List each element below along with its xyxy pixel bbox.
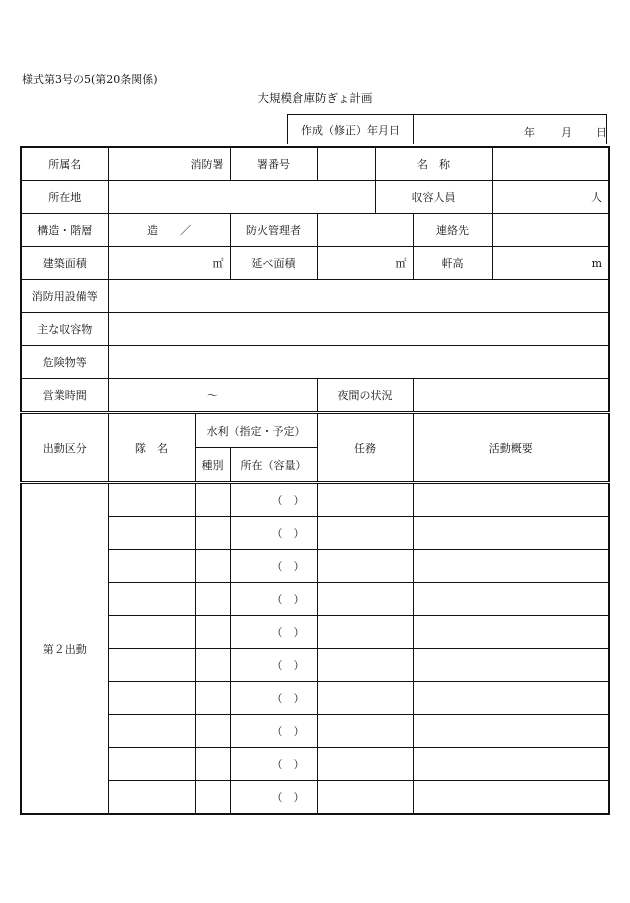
area-unit: ㎡ bbox=[395, 257, 407, 270]
hazardous-materials-field[interactable] bbox=[108, 346, 609, 379]
water-location-field[interactable] bbox=[230, 583, 317, 616]
capacity-parentheses: （ ） bbox=[271, 560, 305, 573]
dispatch-row bbox=[21, 748, 609, 781]
dispatch-row bbox=[21, 781, 609, 815]
eave-height-label: 軒高 bbox=[413, 247, 492, 280]
unit-name-field[interactable] bbox=[108, 682, 195, 715]
duty-field[interactable] bbox=[317, 748, 413, 781]
capacity-parentheses: （ ） bbox=[271, 692, 305, 705]
plan-form-table bbox=[20, 146, 610, 815]
duty-field[interactable] bbox=[317, 715, 413, 748]
fire-station-suffix: 消防署 bbox=[190, 158, 224, 171]
document-title: 大規模倉庫防ぎょ計画 bbox=[257, 91, 373, 105]
day-label: 日 bbox=[596, 126, 607, 139]
business-hours-field[interactable]: ～ bbox=[108, 379, 317, 413]
capacity-parentheses: （ ） bbox=[271, 593, 305, 606]
structure-field[interactable]: 造 ／ bbox=[108, 214, 230, 247]
capacity-field[interactable] bbox=[492, 181, 609, 214]
duty-field[interactable] bbox=[317, 583, 413, 616]
duty-field[interactable] bbox=[317, 483, 413, 517]
unit-name-header: 隊 名 bbox=[108, 413, 195, 483]
water-type-field[interactable] bbox=[195, 616, 230, 649]
activity-summary-field[interactable] bbox=[413, 550, 609, 583]
station-number-label: 署番号 bbox=[230, 147, 317, 181]
year-label: 年 bbox=[524, 126, 535, 139]
row-equipment bbox=[21, 280, 609, 313]
unit-name-field[interactable] bbox=[108, 517, 195, 550]
water-type-field[interactable] bbox=[195, 748, 230, 781]
duty-field[interactable] bbox=[317, 649, 413, 682]
activity-summary-field[interactable] bbox=[413, 483, 609, 517]
fire-equipment-field[interactable] bbox=[108, 280, 609, 313]
month-label: 月 bbox=[561, 126, 572, 139]
row-stored-goods bbox=[21, 313, 609, 346]
location-field[interactable] bbox=[108, 181, 375, 214]
affiliation-label: 所属名 bbox=[21, 147, 108, 181]
dispatch-row bbox=[21, 715, 609, 748]
type-header: 種別 bbox=[195, 448, 230, 483]
row-location bbox=[21, 181, 609, 214]
activity-summary-field[interactable] bbox=[413, 748, 609, 781]
activity-summary-field[interactable] bbox=[413, 682, 609, 715]
water-source-header: 水利（指定・予定） bbox=[195, 413, 317, 448]
unit-name-field[interactable] bbox=[108, 715, 195, 748]
dispatch-header-row bbox=[21, 413, 609, 448]
capacity-parentheses: （ ） bbox=[271, 725, 305, 738]
structure-label: 構造・階層 bbox=[21, 214, 108, 247]
duty-field[interactable] bbox=[317, 781, 413, 815]
row-hours bbox=[21, 379, 609, 413]
building-area-field[interactable] bbox=[108, 247, 230, 280]
building-area-label: 建築面積 bbox=[21, 247, 108, 280]
fire-equipment-label: 消防用設備等 bbox=[21, 280, 108, 313]
water-type-field[interactable] bbox=[195, 483, 230, 517]
height-unit: m bbox=[591, 256, 602, 270]
water-type-field[interactable] bbox=[195, 649, 230, 682]
water-type-field[interactable] bbox=[195, 517, 230, 550]
row-hazardous bbox=[21, 346, 609, 379]
capacity-parentheses: （ ） bbox=[271, 758, 305, 771]
water-location-field[interactable] bbox=[230, 682, 317, 715]
night-status-label: 夜間の状況 bbox=[317, 379, 413, 413]
dispatch-row bbox=[21, 583, 609, 616]
main-stored-goods-label: 主な収容物 bbox=[21, 313, 108, 346]
capacity-parentheses: （ ） bbox=[271, 494, 305, 507]
dispatch-row bbox=[21, 517, 609, 550]
water-type-field[interactable] bbox=[195, 781, 230, 815]
fire-station-field[interactable] bbox=[108, 147, 230, 181]
dispatch-row bbox=[21, 550, 609, 583]
water-type-field[interactable] bbox=[195, 682, 230, 715]
water-type-field[interactable] bbox=[195, 583, 230, 616]
water-location-field[interactable] bbox=[230, 649, 317, 682]
dispatch-row bbox=[21, 682, 609, 715]
capacity-parentheses: （ ） bbox=[271, 527, 305, 540]
dispatch-row bbox=[21, 649, 609, 682]
night-status-field[interactable] bbox=[413, 379, 609, 413]
water-location-field[interactable] bbox=[230, 517, 317, 550]
duty-header: 任務 bbox=[317, 413, 413, 483]
business-hours-label: 営業時間 bbox=[21, 379, 108, 413]
hazardous-materials-label: 危険物等 bbox=[21, 346, 108, 379]
area-unit: ㎡ bbox=[212, 257, 224, 270]
water-location-field[interactable] bbox=[230, 550, 317, 583]
activity-summary-field[interactable] bbox=[413, 649, 609, 682]
name-field[interactable] bbox=[492, 147, 609, 181]
date-label: 作成（修正）年月日 bbox=[288, 115, 414, 144]
fire-manager-field[interactable] bbox=[317, 214, 413, 247]
dispatch-category-header: 出動区分 bbox=[21, 413, 108, 483]
unit-name-field[interactable] bbox=[108, 781, 195, 815]
unit-name-field[interactable] bbox=[108, 583, 195, 616]
duty-field[interactable] bbox=[317, 550, 413, 583]
dispatch-row bbox=[21, 616, 609, 649]
activity-summary-field[interactable] bbox=[413, 616, 609, 649]
activity-summary-field[interactable] bbox=[413, 583, 609, 616]
main-stored-goods-field[interactable] bbox=[108, 313, 609, 346]
total-floor-area-label: 延べ面積 bbox=[230, 247, 317, 280]
duty-field[interactable] bbox=[317, 616, 413, 649]
water-location-field[interactable] bbox=[230, 748, 317, 781]
unit-name-field[interactable] bbox=[108, 649, 195, 682]
water-location-field[interactable] bbox=[230, 483, 317, 517]
activity-summary-field[interactable] bbox=[413, 781, 609, 815]
unit-name-field[interactable] bbox=[108, 550, 195, 583]
unit-name-field[interactable] bbox=[108, 616, 195, 649]
dispatch-row bbox=[21, 483, 609, 517]
dispatch-rows bbox=[21, 483, 609, 815]
capacity-parentheses: （ ） bbox=[271, 659, 305, 672]
capacity-parentheses: （ ） bbox=[271, 626, 305, 639]
water-type-field[interactable] bbox=[195, 550, 230, 583]
name-label: 名 称 bbox=[375, 147, 492, 181]
water-location-field[interactable] bbox=[230, 616, 317, 649]
row-affiliation bbox=[21, 147, 609, 181]
people-unit: 人 bbox=[591, 191, 602, 204]
activity-summary-field[interactable] bbox=[413, 715, 609, 748]
station-number-field[interactable] bbox=[317, 147, 375, 181]
activity-summary-field[interactable] bbox=[413, 517, 609, 550]
form-number: 様式第3号の5(第20条関係) bbox=[22, 73, 158, 86]
location-capacity-header: 所在（容量） bbox=[230, 448, 317, 483]
activity-summary-header: 活動概要 bbox=[413, 413, 609, 483]
unit-name-field[interactable] bbox=[108, 483, 195, 517]
fire-manager-label: 防火管理者 bbox=[230, 214, 317, 247]
eave-height-field[interactable] bbox=[492, 247, 609, 280]
location-label: 所在地 bbox=[21, 181, 108, 214]
duty-field[interactable] bbox=[317, 682, 413, 715]
row-structure bbox=[21, 214, 609, 247]
capacity-parentheses: （ ） bbox=[271, 791, 305, 804]
unit-name-field[interactable] bbox=[108, 748, 195, 781]
date-field[interactable] bbox=[414, 115, 606, 144]
duty-field[interactable] bbox=[317, 517, 413, 550]
capacity-label: 収容人員 bbox=[375, 181, 492, 214]
second-dispatch-label: 第２出動 bbox=[21, 483, 108, 815]
water-location-field[interactable] bbox=[230, 781, 317, 815]
row-area bbox=[21, 247, 609, 280]
date-box bbox=[287, 114, 607, 144]
total-floor-area-field[interactable] bbox=[317, 247, 413, 280]
contact-field[interactable] bbox=[492, 214, 609, 247]
water-type-field[interactable] bbox=[195, 715, 230, 748]
contact-label: 連絡先 bbox=[413, 214, 492, 247]
water-location-field[interactable] bbox=[230, 715, 317, 748]
